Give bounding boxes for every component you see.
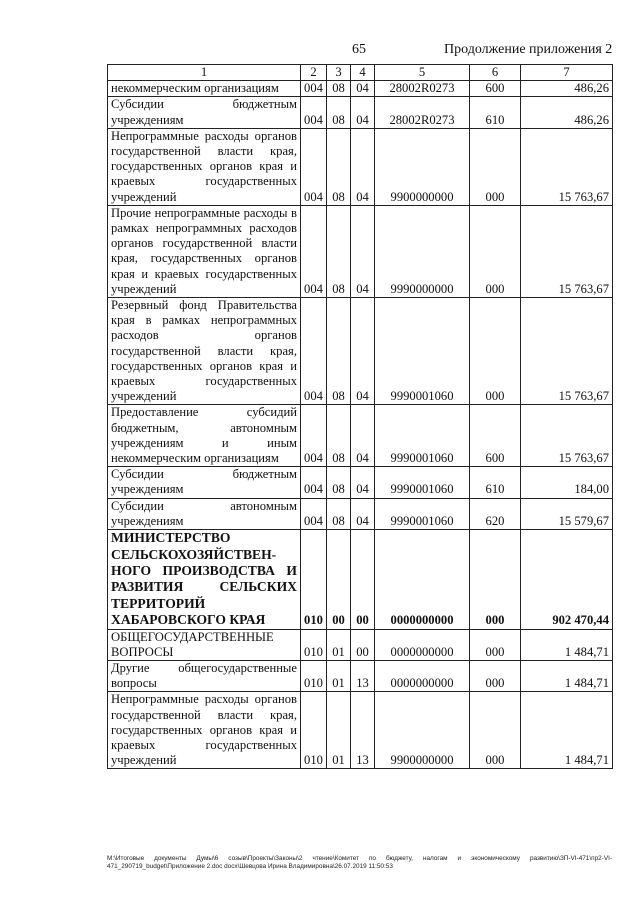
table-row (108, 629, 613, 660)
table-row (108, 97, 613, 128)
cell-subsection: 00 (351, 530, 375, 629)
cell-name: Субсидии автономным учреждениям (108, 498, 301, 529)
cell-amount: 15 579,67 (521, 498, 613, 529)
table-row (108, 298, 613, 405)
cell-name: Непрограммные расходы органов государственной власти края, государственных органов края и краевых государственных учреждений (108, 692, 301, 769)
cell-amount: 1 484,71 (521, 692, 613, 769)
cell-amount: 15 763,67 (521, 298, 613, 405)
cell-ministry-code: 010 (301, 660, 327, 691)
table-row (108, 467, 613, 498)
cell-expense-type: 610 (470, 467, 521, 498)
cell-target-article: 28002R0273 (375, 97, 470, 128)
cell-section: 00 (327, 530, 351, 629)
cell-subsection: 04 (351, 405, 375, 467)
cell-name: Субсидии бюджетным учреждениям (108, 467, 301, 498)
cell-ministry-code: 004 (301, 498, 327, 529)
cell-subsection: 04 (351, 81, 375, 97)
cell-amount: 15 763,67 (521, 205, 613, 297)
cell-subsection: 00 (351, 629, 375, 660)
cell-ministry-code: 004 (301, 128, 327, 205)
cell-subsection: 13 (351, 660, 375, 691)
cell-subsection: 04 (351, 97, 375, 128)
cell-target-article: 0000000000 (375, 530, 470, 629)
column-header: 5 (375, 65, 470, 81)
column-number-row (108, 65, 613, 81)
cell-section: 01 (327, 629, 351, 660)
cell-target-article: 0000000000 (375, 660, 470, 691)
column-header: 2 (301, 65, 327, 81)
continuation-title: Продолжение приложения 2 (444, 42, 613, 57)
column-header: 4 (351, 65, 375, 81)
cell-subsection: 04 (351, 467, 375, 498)
cell-section: 01 (327, 692, 351, 769)
cell-name: МИНИСТЕРСТВО СЕЛЬСКОХОЗЯЙСТВЕН-НОГО ПРОИЗВОДСТВА И РАЗВИТИЯ СЕЛЬСКИХ ТЕРРИТОРИЙ ХАБАРОВСКОГО КРАЯ (108, 530, 301, 629)
cell-name: Резервный фонд Правительства края в рамках непрограммных расходов органов государственной власти края, государственных органов края и краевых государственных учреждений (108, 298, 301, 405)
cell-target-article: 9990001060 (375, 498, 470, 529)
cell-ministry-code: 004 (301, 405, 327, 467)
cell-name: Непрограммные расходы органов государственной власти края, государственных органов края и краевых государственных учреждений (108, 128, 301, 205)
cell-expense-type: 000 (470, 530, 521, 629)
cell-subsection: 04 (351, 298, 375, 405)
cell-amount: 486,26 (521, 81, 613, 97)
table-row (108, 405, 613, 467)
column-header: 3 (327, 65, 351, 81)
cell-section: 08 (327, 467, 351, 498)
cell-expense-type: 000 (470, 205, 521, 297)
cell-ministry-code: 004 (301, 97, 327, 128)
cell-subsection: 13 (351, 692, 375, 769)
cell-amount: 184,00 (521, 467, 613, 498)
cell-name: Субсидии бюджетным учреждениям (108, 97, 301, 128)
column-header: 1 (108, 65, 301, 81)
cell-name: некоммерческим организациям (108, 81, 301, 97)
cell-target-article: 9990001060 (375, 405, 470, 467)
column-header: 7 (521, 65, 613, 81)
table-row (108, 692, 613, 769)
cell-subsection: 04 (351, 128, 375, 205)
cell-target-article: 9900000000 (375, 692, 470, 769)
cell-expense-type: 000 (470, 298, 521, 405)
file-path-footer: M:\Итоговые документы Думы\6 созыв\Проекты\Законы\2 чтение\Комитет по бюджету, налогам и экономическому развитию\ЗП-VI-471\пр2-VI-471_290719_budget\Приложение 2.doc docx\Шевцова Ирина Владимировна\26.07.2019 11:50:53 (107, 855, 612, 870)
cell-amount: 1 484,71 (521, 660, 613, 691)
cell-expense-type: 600 (470, 81, 521, 97)
cell-expense-type: 620 (470, 498, 521, 529)
table-row (108, 205, 613, 297)
cell-target-article: 28002R0273 (375, 81, 470, 97)
cell-section: 08 (327, 128, 351, 205)
cell-target-article: 0000000000 (375, 629, 470, 660)
column-header: 6 (470, 65, 521, 81)
cell-amount: 486,26 (521, 97, 613, 128)
cell-target-article: 9900000000 (375, 128, 470, 205)
cell-target-article: 9990001060 (375, 298, 470, 405)
cell-name: Прочие непрограммные расходы в рамках непрограммных расходов органов государственной власти края, государственных органов края и краевых государственных учреждений (108, 205, 301, 297)
cell-section: 08 (327, 405, 351, 467)
cell-section: 01 (327, 660, 351, 691)
cell-target-article: 9990001060 (375, 467, 470, 498)
cell-target-article: 9990000000 (375, 205, 470, 297)
cell-amount: 1 484,71 (521, 629, 613, 660)
budget-table (107, 64, 613, 769)
cell-section: 08 (327, 81, 351, 97)
cell-ministry-code: 004 (301, 298, 327, 405)
cell-subsection: 04 (351, 205, 375, 297)
cell-expense-type: 610 (470, 97, 521, 128)
cell-ministry-code: 010 (301, 629, 327, 660)
cell-ministry-code: 010 (301, 530, 327, 629)
cell-amount: 902 470,44 (521, 530, 613, 629)
cell-name: Предоставление субсидий бюджетным, автономным учреждениям и иным некоммерческим организациям (108, 405, 301, 467)
cell-name: ОБЩЕГОСУДАРСТВЕННЫЕ ВОПРОСЫ (108, 629, 301, 660)
cell-amount: 15 763,67 (521, 128, 613, 205)
table-row (108, 81, 613, 97)
table-row (108, 498, 613, 529)
cell-section: 08 (327, 298, 351, 405)
cell-section: 08 (327, 97, 351, 128)
cell-section: 08 (327, 498, 351, 529)
cell-ministry-code: 004 (301, 81, 327, 97)
cell-expense-type: 000 (470, 660, 521, 691)
table-row (108, 530, 613, 629)
cell-expense-type: 000 (470, 692, 521, 769)
cell-subsection: 04 (351, 498, 375, 529)
table-row (108, 660, 613, 691)
cell-ministry-code: 004 (301, 467, 327, 498)
page-number: 65 (352, 42, 366, 57)
table-row (108, 128, 613, 205)
cell-expense-type: 000 (470, 629, 521, 660)
cell-expense-type: 600 (470, 405, 521, 467)
cell-ministry-code: 004 (301, 205, 327, 297)
cell-ministry-code: 010 (301, 692, 327, 769)
cell-section: 08 (327, 205, 351, 297)
cell-expense-type: 000 (470, 128, 521, 205)
cell-name: Другие общегосударственные вопросы (108, 660, 301, 691)
cell-amount: 15 763,67 (521, 405, 613, 467)
